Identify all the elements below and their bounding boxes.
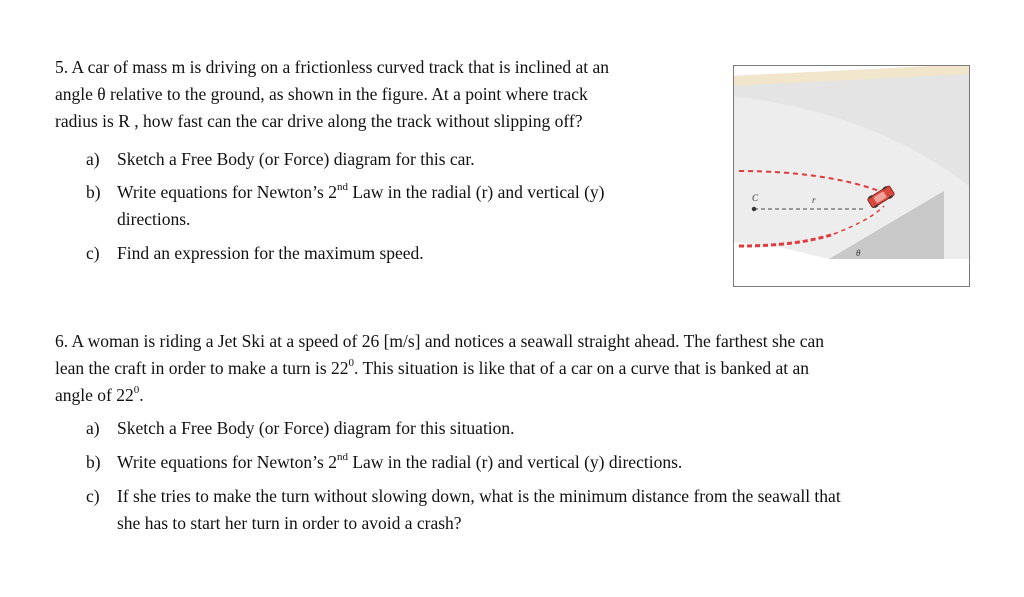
problem-6-b-label: b) [86,452,101,472]
problem-6-line-1: 6. A woman is riding a Jet Ski at a speed of 26 [m/s] and notices a seawall straight ahead. The farthest she can [55,331,824,351]
problem-6-a-label: a) [86,418,100,438]
problem-5-b-text-line-2: directions. [117,209,191,229]
problem-5-line-2: angle θ relative to the ground, as shown in the figure. At a point where track [55,84,588,104]
problem-6-b-text: Write equations for Newton’s 2nd Law in the radial (r) and vertical (y) directions. [117,451,683,472]
center-point [752,207,756,211]
banked-curve-diagram [734,66,969,286]
angle-label: θ [856,248,861,258]
problem-6-c-text-line-2: she has to start her turn in order to avoid a crash? [117,513,462,533]
problem-5-a-label: a) [86,149,100,169]
problem-5-b-label: b) [86,182,101,202]
problem-5-a-text: Sketch a Free Body (or Force) diagram for this car. [117,149,475,169]
problem-6-c-text: If she tries to make the turn without slowing down, what is the minimum distance from the seawall that [117,486,841,506]
problem-5-c-label: c) [86,243,100,263]
center-label: C [752,193,759,203]
problem-5-line-1: 5. A car of mass m is driving on a frictionless curved track that is inclined at an [55,57,610,77]
problem-6-c-label: c) [86,486,100,506]
problem-5-b-text: Write equations for Newton’s 2nd Law in the radial (r) and vertical (y) [117,181,605,202]
banked-curve-figure [733,65,970,287]
problem-5-line-3: radius is R , how fast can the car drive along the track without slipping off? [55,111,583,131]
radius-label: r [812,195,816,205]
problem-6-line-2: lean the craft in order to make a turn is $22^0$. This situation is like that of a car on a curve that is banked at an [55,357,810,378]
problem-5-c-text: Find an expression for the maximum speed. [117,243,424,263]
problem-6-a-text: Sketch a Free Body (or Force) diagram for this situation. [117,418,515,438]
problem-6-line-3: angle of $22^0$. [55,384,144,405]
